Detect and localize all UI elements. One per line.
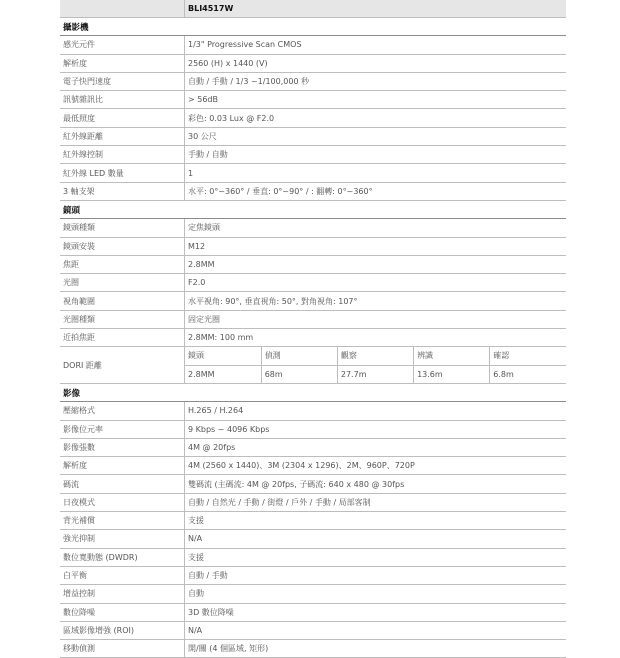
spec-value: N/A: [185, 530, 567, 548]
spec-label: 3 軸支架: [60, 182, 185, 200]
spec-value: 支援: [185, 512, 567, 530]
spec-row: [60, 420, 566, 438]
model-name: BLI4517W: [185, 0, 567, 18]
spec-row: [60, 54, 566, 72]
dori-label: DORI 距離: [60, 347, 185, 384]
spec-label: 解析度: [60, 457, 185, 475]
spec-row: [60, 274, 566, 292]
spec-label: 解析度: [60, 54, 185, 72]
spec-value: 固定光圈: [185, 310, 567, 328]
spec-label: 影像位元率: [60, 420, 185, 438]
spec-row: [60, 493, 566, 511]
spec-value: 自動 / 自然光 / 手動 / 街燈 / 戶外 / 手動 / 局部客制: [185, 493, 567, 511]
section-title: 鏡頭: [60, 200, 566, 218]
spec-label: 強光抑制: [60, 530, 185, 548]
spec-value: 自動: [185, 585, 567, 603]
spec-value: 定焦鏡頭: [185, 219, 567, 237]
spec-value: 自動 / 手動: [185, 566, 567, 584]
spec-row: [60, 109, 566, 127]
spec-value: 4M (2560 x 1440)、3M (2304 x 1296)、2M、960P、720P: [185, 457, 567, 475]
spec-value: > 56dB: [185, 91, 567, 109]
spec-value: 開/關 (4 個區域, 矩形): [185, 640, 567, 658]
dori-value: 27.7m: [337, 365, 413, 383]
spec-label: 白平衡: [60, 566, 185, 584]
spec-value: 彩色: 0.03 Lux @ F2.0: [185, 109, 567, 127]
spec-row: [60, 530, 566, 548]
spec-row: [60, 72, 566, 90]
spec-row: [60, 603, 566, 621]
spec-value: 自動 / 手動 / 1/3 ~1/100,000 秒: [185, 72, 567, 90]
spec-row: [60, 127, 566, 145]
spec-label: 區域影像增強 (ROI): [60, 621, 185, 639]
spec-value: 4M @ 20fps: [185, 438, 567, 456]
spec-label: 日夜模式: [60, 493, 185, 511]
spec-row: [60, 292, 566, 310]
spec-label: 紅外線距離: [60, 127, 185, 145]
section-camera: [60, 18, 566, 36]
dori-header: 偵測: [261, 347, 337, 365]
spec-label: 鏡頭種類: [60, 219, 185, 237]
dori-row: [60, 347, 566, 384]
spec-row: [60, 512, 566, 530]
spec-label: 訊號雜訊比: [60, 91, 185, 109]
spec-label: 光圈種類: [60, 310, 185, 328]
spec-value: 手動 / 自動: [185, 146, 567, 164]
spec-row: [60, 621, 566, 639]
spec-value: 30 公尺: [185, 127, 567, 145]
spec-value: 2560 (H) x 1440 (V): [185, 54, 567, 72]
dori-header: 鏡頭: [185, 347, 261, 365]
dori-table: [185, 347, 566, 383]
spec-label: 增益控制: [60, 585, 185, 603]
section-lens: [60, 200, 566, 218]
spec-value: 雙碼流 (主碼流: 4M @ 20fps, 子碼流: 640 x 480 @ 30fps: [185, 475, 567, 493]
spec-value: 3D 數位降噪: [185, 603, 567, 621]
spec-label: 最低照度: [60, 109, 185, 127]
dori-header: 觀察: [337, 347, 413, 365]
spec-sheet: [60, 0, 566, 658]
spec-row: [60, 640, 566, 658]
spec-label: 紅外線控制: [60, 146, 185, 164]
spec-value: 1/3" Progressive Scan CMOS: [185, 36, 567, 54]
spec-row: [60, 402, 566, 420]
spec-value: F2.0: [185, 274, 567, 292]
spec-table: [60, 0, 566, 658]
spec-label: 近拍焦距: [60, 329, 185, 347]
section-title: 影像: [60, 383, 566, 401]
spec-value: 水平視角: 90°, 垂直視角: 50°, 對角視角: 107°: [185, 292, 567, 310]
dori-value: 2.8MM: [185, 365, 261, 383]
spec-row: [60, 310, 566, 328]
spec-label: 光圈: [60, 274, 185, 292]
spec-label: 電子快門速度: [60, 72, 185, 90]
spec-value: 2.8MM: [185, 255, 567, 273]
spec-row: [60, 566, 566, 584]
spec-row: [60, 36, 566, 54]
spec-label: 壓縮格式: [60, 402, 185, 420]
section-image: [60, 383, 566, 401]
spec-label: 影像張數: [60, 438, 185, 456]
spec-row: [60, 219, 566, 237]
dori-header-row: [185, 347, 566, 365]
spec-row: [60, 585, 566, 603]
spec-value: H.265 / H.264: [185, 402, 567, 420]
spec-label: 移動偵測: [60, 640, 185, 658]
spec-value: 9 Kbps ~ 4096 Kbps: [185, 420, 567, 438]
dori-header: 確認: [490, 347, 566, 365]
spec-value: 水平: 0°~360° / 垂直: 0°~90° / : 翻轉: 0°~360°: [185, 182, 567, 200]
spec-label: 數位降噪: [60, 603, 185, 621]
dori-header: 辨識: [414, 347, 490, 365]
spec-row: [60, 146, 566, 164]
spec-label: 紅外線 LED 數量: [60, 164, 185, 182]
header-row: [60, 0, 566, 18]
dori-cell: [185, 347, 567, 384]
spec-value: 2.8MM: 100 mm: [185, 329, 567, 347]
spec-row: [60, 255, 566, 273]
spec-label: 感光元件: [60, 36, 185, 54]
spec-row: [60, 457, 566, 475]
dori-value: 6.8m: [493, 369, 514, 379]
spec-row: [60, 91, 566, 109]
spec-row: [60, 475, 566, 493]
spec-value: N/A: [185, 621, 567, 639]
header-blank-cell: [60, 0, 185, 18]
spec-label: 視角範圍: [60, 292, 185, 310]
section-title: 攝影機: [60, 18, 566, 36]
spec-value: M12: [185, 237, 567, 255]
spec-row: [60, 438, 566, 456]
spec-label: 碼流: [60, 475, 185, 493]
spec-value: 支援: [185, 548, 567, 566]
spec-row: [60, 164, 566, 182]
spec-label: 數位寬動態 (DWDR): [60, 548, 185, 566]
dori-value-row: [185, 365, 566, 383]
spec-label: 焦距: [60, 255, 185, 273]
spec-row: [60, 548, 566, 566]
spec-row: [60, 182, 566, 200]
spec-row: [60, 237, 566, 255]
dori-value: 13.6m: [414, 365, 490, 383]
dori-value: 68m: [261, 365, 337, 383]
spec-value: 1: [185, 164, 567, 182]
spec-row: [60, 329, 566, 347]
spec-label: 背光補償: [60, 512, 185, 530]
spec-label: 鏡頭安裝: [60, 237, 185, 255]
